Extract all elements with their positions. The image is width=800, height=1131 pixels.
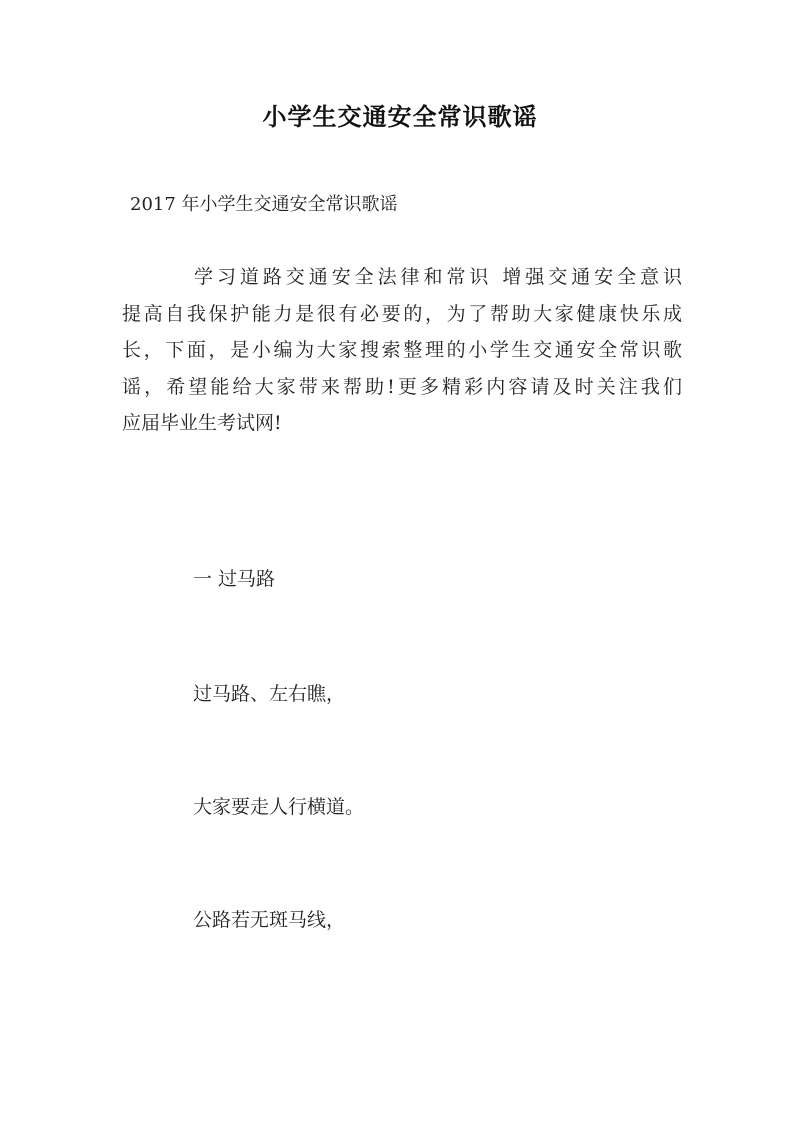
section-heading: 一 过马路 (193, 568, 276, 590)
verse-line: 公路若无斑马线， (193, 909, 346, 931)
intro-line: 应届毕业生考试网! (122, 412, 282, 434)
intro-paragraph (122, 259, 682, 442)
verse-line: 大家要走人行横道。 (193, 796, 365, 818)
intro-line: 长，下面，是小编为大家搜索整理的小学生交通安全常识歌 (122, 339, 682, 361)
intro-line: 提高自我保护能力是很有必要的，为了帮助大家健康快乐成 (122, 302, 682, 325)
intro-line: 谣，希望能给大家带来帮助!更多精彩内容请及时关注我们 (122, 375, 682, 398)
verse-line: 过马路、左右瞧， (193, 683, 346, 705)
document-subtitle: 2017 年小学生交通安全常识歌谣 (130, 194, 398, 215)
intro-line: 学习道路交通安全法律和常识 增强交通安全意识 (194, 266, 682, 288)
document-title: 小学生交通安全常识歌谣 (262, 103, 538, 131)
